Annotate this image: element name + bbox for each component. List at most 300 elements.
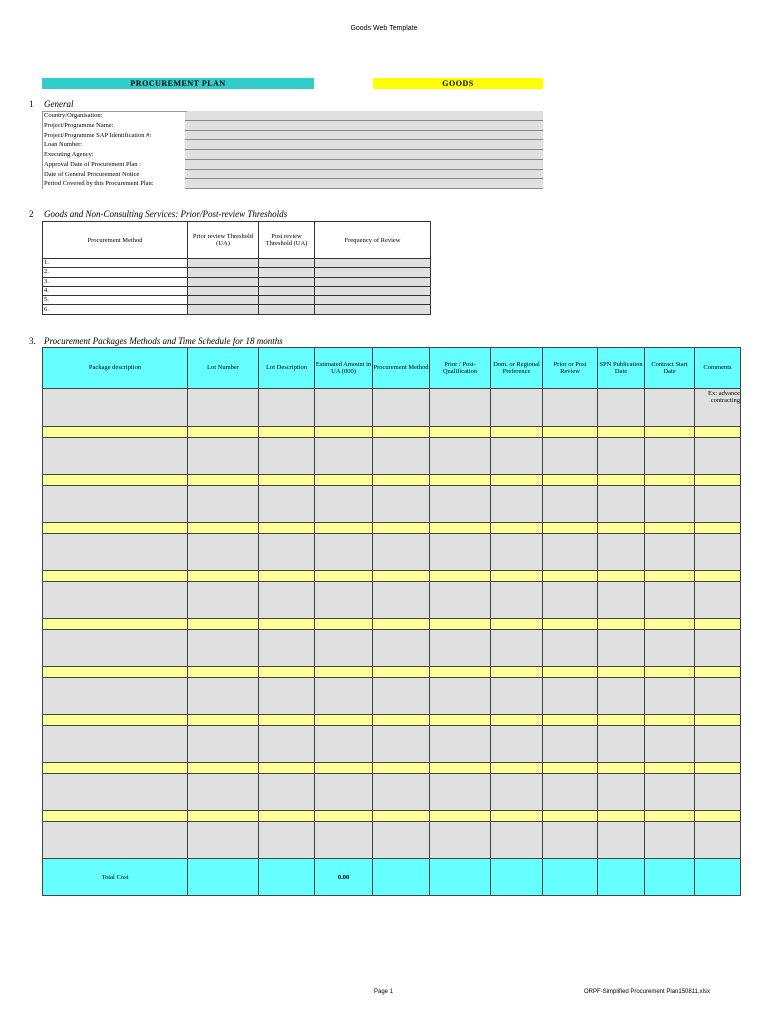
package-cell[interactable] bbox=[315, 678, 373, 715]
package-row bbox=[43, 438, 741, 475]
general-field-value[interactable] bbox=[185, 111, 543, 121]
package-cell[interactable] bbox=[373, 630, 430, 667]
package-cell[interactable] bbox=[645, 438, 695, 475]
separator-cell bbox=[598, 715, 645, 726]
package-cell[interactable] bbox=[43, 438, 188, 475]
separator-cell bbox=[373, 763, 430, 774]
threshold-header-post: Post review Threshold (UA) bbox=[259, 222, 315, 259]
separator-cell bbox=[315, 475, 373, 486]
general-field-row bbox=[42, 131, 543, 141]
package-cell[interactable] bbox=[259, 726, 315, 763]
package-cell[interactable] bbox=[43, 774, 188, 811]
package-cell[interactable] bbox=[188, 630, 259, 667]
footer-filename: ORPF-Simplified Procurement Plan150811.xlsx bbox=[584, 989, 710, 995]
separator-cell bbox=[259, 475, 315, 486]
package-cell[interactable] bbox=[598, 438, 645, 475]
threshold-cell[interactable] bbox=[188, 268, 259, 277]
separator-cell bbox=[259, 619, 315, 630]
separator-cell bbox=[543, 763, 598, 774]
procurement-plan-banner: PROCUREMENT PLAN bbox=[42, 78, 314, 89]
separator-cell bbox=[598, 475, 645, 486]
package-cell[interactable] bbox=[43, 726, 188, 763]
threshold-row-number: 4. bbox=[43, 286, 188, 295]
package-cell[interactable] bbox=[43, 678, 188, 715]
threshold-cell[interactable] bbox=[315, 268, 431, 277]
separator-cell bbox=[373, 523, 430, 534]
package-cell[interactable] bbox=[491, 486, 543, 523]
separator-cell bbox=[315, 523, 373, 534]
separator-cell bbox=[695, 523, 741, 534]
separator-cell bbox=[315, 619, 373, 630]
comment-example[interactable]: Ex: advance contracting bbox=[695, 389, 741, 427]
package-cell[interactable] bbox=[695, 774, 741, 811]
package-cell[interactable] bbox=[315, 726, 373, 763]
package-header: Prior / Post-Qualification bbox=[430, 348, 491, 389]
separator-cell bbox=[43, 667, 188, 678]
package-cell[interactable] bbox=[430, 678, 491, 715]
separator-cell bbox=[645, 667, 695, 678]
package-cell[interactable] bbox=[188, 389, 259, 427]
package-cell[interactable] bbox=[373, 678, 430, 715]
separator-cell bbox=[645, 523, 695, 534]
general-field-row bbox=[42, 170, 543, 180]
package-cell[interactable] bbox=[645, 582, 695, 619]
separator-cell bbox=[645, 811, 695, 822]
total-cell bbox=[259, 859, 315, 896]
separator-cell bbox=[430, 571, 491, 582]
separator-cell bbox=[543, 475, 598, 486]
separator-cell bbox=[491, 811, 543, 822]
package-cell[interactable] bbox=[430, 630, 491, 667]
page-number: Page 1 bbox=[374, 989, 394, 995]
general-field-row bbox=[42, 111, 543, 121]
separator-cell bbox=[259, 763, 315, 774]
package-cell[interactable] bbox=[373, 726, 430, 763]
threshold-row bbox=[43, 259, 431, 268]
separator-cell bbox=[259, 523, 315, 534]
package-header: Prior or Post Review bbox=[543, 348, 598, 389]
package-cell[interactable] bbox=[491, 389, 543, 427]
package-cell[interactable] bbox=[543, 774, 598, 811]
threshold-row-number: 6. bbox=[43, 305, 188, 314]
package-header: Contract Start Date bbox=[645, 348, 695, 389]
package-cell[interactable] bbox=[645, 678, 695, 715]
package-cell[interactable] bbox=[188, 438, 259, 475]
separator-cell bbox=[188, 763, 259, 774]
separator-cell bbox=[598, 427, 645, 438]
separator-cell bbox=[430, 523, 491, 534]
procurement-packages-table bbox=[42, 347, 741, 896]
package-cell[interactable] bbox=[43, 822, 188, 859]
general-field-label: Approval Date of Procurement Plan : bbox=[42, 160, 185, 170]
package-cell[interactable] bbox=[491, 438, 543, 475]
package-cell[interactable] bbox=[43, 582, 188, 619]
threshold-row-number: 1. bbox=[43, 259, 188, 268]
goods-banner: GOODS bbox=[373, 78, 543, 89]
package-cell[interactable] bbox=[645, 534, 695, 571]
package-cell[interactable] bbox=[491, 774, 543, 811]
package-cell[interactable] bbox=[491, 726, 543, 763]
package-row bbox=[43, 582, 741, 619]
threshold-cell[interactable] bbox=[259, 305, 315, 314]
package-cell[interactable] bbox=[259, 678, 315, 715]
separator-cell bbox=[598, 763, 645, 774]
separator-cell bbox=[645, 715, 695, 726]
package-row bbox=[43, 678, 741, 715]
general-field-value[interactable] bbox=[185, 131, 543, 141]
threshold-cell[interactable] bbox=[259, 286, 315, 295]
package-cell[interactable] bbox=[543, 678, 598, 715]
threshold-cell[interactable] bbox=[315, 259, 431, 268]
separator-cell bbox=[695, 667, 741, 678]
separator-cell bbox=[598, 571, 645, 582]
general-field-row bbox=[42, 140, 543, 150]
separator-cell bbox=[373, 427, 430, 438]
package-cell[interactable] bbox=[43, 486, 188, 523]
separator-cell bbox=[695, 571, 741, 582]
section2-heading bbox=[29, 209, 287, 219]
package-cell[interactable] bbox=[695, 438, 741, 475]
package-cell[interactable] bbox=[543, 534, 598, 571]
separator-cell bbox=[188, 715, 259, 726]
separator-cell bbox=[543, 523, 598, 534]
package-cell[interactable] bbox=[491, 822, 543, 859]
separator-cell bbox=[373, 475, 430, 486]
package-cell[interactable] bbox=[430, 822, 491, 859]
threshold-cell[interactable] bbox=[188, 305, 259, 314]
package-cell[interactable] bbox=[259, 822, 315, 859]
thresholds-table bbox=[42, 221, 431, 315]
package-cell[interactable] bbox=[543, 389, 598, 427]
section3-heading bbox=[29, 336, 283, 346]
section1-title: General bbox=[44, 99, 74, 109]
threshold-cell[interactable] bbox=[188, 286, 259, 295]
threshold-header-prior: Prior review Threshold (UA) bbox=[188, 222, 259, 259]
package-cell[interactable] bbox=[43, 630, 188, 667]
separator-cell bbox=[373, 715, 430, 726]
package-cell[interactable] bbox=[598, 630, 645, 667]
package-cell[interactable] bbox=[543, 822, 598, 859]
package-cell[interactable] bbox=[430, 438, 491, 475]
separator-cell bbox=[491, 619, 543, 630]
package-cell[interactable] bbox=[598, 389, 645, 427]
separator-cell bbox=[645, 619, 695, 630]
package-cell[interactable] bbox=[695, 822, 741, 859]
threshold-cell[interactable] bbox=[315, 286, 431, 295]
separator-cell bbox=[543, 667, 598, 678]
package-cell[interactable] bbox=[43, 389, 188, 427]
package-cell[interactable] bbox=[645, 389, 695, 427]
package-cell[interactable] bbox=[491, 582, 543, 619]
package-cell[interactable] bbox=[315, 486, 373, 523]
separator-cell bbox=[645, 427, 695, 438]
document-title: Goods Web Template bbox=[350, 25, 418, 32]
package-cell[interactable] bbox=[491, 534, 543, 571]
threshold-row bbox=[43, 277, 431, 286]
separator-cell bbox=[491, 475, 543, 486]
general-field-value[interactable] bbox=[185, 150, 543, 160]
package-cell[interactable] bbox=[430, 389, 491, 427]
package-cell[interactable] bbox=[598, 678, 645, 715]
separator-cell bbox=[543, 715, 598, 726]
package-cell[interactable] bbox=[430, 774, 491, 811]
package-separator-row bbox=[43, 475, 741, 486]
separator-cell bbox=[491, 763, 543, 774]
separator-cell bbox=[543, 619, 598, 630]
package-row bbox=[43, 389, 741, 427]
package-cell[interactable] bbox=[43, 534, 188, 571]
threshold-header-method: Procurement Method bbox=[43, 222, 188, 259]
general-field-label: Date of General Procurement Notice bbox=[42, 170, 185, 180]
package-cell[interactable] bbox=[315, 534, 373, 571]
package-cell[interactable] bbox=[695, 534, 741, 571]
separator-cell bbox=[373, 811, 430, 822]
separator-cell bbox=[695, 427, 741, 438]
separator-cell bbox=[645, 571, 695, 582]
package-row bbox=[43, 726, 741, 763]
threshold-cell[interactable] bbox=[259, 268, 315, 277]
separator-cell bbox=[259, 715, 315, 726]
package-header: Dom. or Regional Preference bbox=[491, 348, 543, 389]
separator-cell bbox=[188, 811, 259, 822]
general-field-row bbox=[42, 160, 543, 170]
separator-cell bbox=[43, 523, 188, 534]
separator-cell bbox=[373, 667, 430, 678]
package-cell[interactable] bbox=[373, 774, 430, 811]
package-cell[interactable] bbox=[373, 486, 430, 523]
separator-cell bbox=[373, 571, 430, 582]
package-cell[interactable] bbox=[645, 486, 695, 523]
separator-cell bbox=[695, 811, 741, 822]
package-cell[interactable] bbox=[188, 774, 259, 811]
package-cell[interactable] bbox=[543, 726, 598, 763]
total-label: Total Cost bbox=[43, 859, 188, 896]
package-cell[interactable] bbox=[373, 582, 430, 619]
separator-cell bbox=[695, 619, 741, 630]
general-field-value[interactable] bbox=[185, 140, 543, 150]
separator-cell bbox=[43, 427, 188, 438]
separator-cell bbox=[491, 571, 543, 582]
separator-cell bbox=[430, 619, 491, 630]
package-cell[interactable] bbox=[315, 389, 373, 427]
total-cell bbox=[373, 859, 430, 896]
separator-cell bbox=[315, 427, 373, 438]
threshold-row-number: 3. bbox=[43, 277, 188, 286]
package-header: Lot Number bbox=[188, 348, 259, 389]
package-header: Procurement Method bbox=[373, 348, 430, 389]
package-separator-row bbox=[43, 715, 741, 726]
separator-cell bbox=[188, 571, 259, 582]
package-row bbox=[43, 774, 741, 811]
package-cell[interactable] bbox=[645, 774, 695, 811]
separator-cell bbox=[695, 763, 741, 774]
package-cell[interactable] bbox=[315, 774, 373, 811]
package-cell[interactable] bbox=[543, 486, 598, 523]
general-field-value[interactable] bbox=[185, 170, 543, 180]
threshold-cell[interactable] bbox=[315, 296, 431, 305]
separator-cell bbox=[315, 667, 373, 678]
package-cell[interactable] bbox=[645, 726, 695, 763]
package-cell[interactable] bbox=[695, 486, 741, 523]
package-separator-row bbox=[43, 763, 741, 774]
package-cell[interactable] bbox=[645, 822, 695, 859]
package-cell[interactable] bbox=[315, 822, 373, 859]
threshold-cell[interactable] bbox=[188, 296, 259, 305]
package-cell[interactable] bbox=[598, 726, 645, 763]
package-cell[interactable] bbox=[188, 486, 259, 523]
separator-cell bbox=[259, 427, 315, 438]
section2-title: Goods and Non-Consulting Services: Prior/Post-review Thresholds bbox=[44, 209, 288, 219]
separator-cell bbox=[598, 811, 645, 822]
package-cell[interactable] bbox=[430, 534, 491, 571]
package-row bbox=[43, 534, 741, 571]
package-cell[interactable] bbox=[315, 630, 373, 667]
separator-cell bbox=[188, 427, 259, 438]
threshold-cell[interactable] bbox=[315, 305, 431, 314]
separator-cell bbox=[491, 667, 543, 678]
separator-cell bbox=[188, 523, 259, 534]
general-field-value[interactable] bbox=[185, 160, 543, 170]
general-field-label: Project/Programme SAP Identification #: bbox=[42, 131, 185, 141]
package-cell[interactable] bbox=[491, 678, 543, 715]
total-row bbox=[43, 859, 741, 896]
package-cell[interactable] bbox=[259, 582, 315, 619]
package-separator-row bbox=[43, 619, 741, 630]
separator-cell bbox=[43, 763, 188, 774]
package-cell[interactable] bbox=[695, 726, 741, 763]
general-field-label: Country/Organisation: bbox=[42, 111, 185, 121]
separator-cell bbox=[598, 619, 645, 630]
package-cell[interactable] bbox=[695, 582, 741, 619]
package-cell[interactable] bbox=[645, 630, 695, 667]
threshold-row bbox=[43, 268, 431, 277]
package-cell[interactable] bbox=[315, 438, 373, 475]
separator-cell bbox=[491, 715, 543, 726]
package-cell[interactable] bbox=[598, 534, 645, 571]
package-cell[interactable] bbox=[373, 438, 430, 475]
separator-cell bbox=[430, 715, 491, 726]
package-separator-row bbox=[43, 523, 741, 534]
package-separator-row bbox=[43, 811, 741, 822]
package-separator-row bbox=[43, 667, 741, 678]
package-cell[interactable] bbox=[259, 774, 315, 811]
separator-cell bbox=[315, 811, 373, 822]
package-separator-row bbox=[43, 427, 741, 438]
package-cell[interactable] bbox=[543, 630, 598, 667]
section3-number: 3. bbox=[29, 336, 36, 346]
threshold-cell[interactable] bbox=[259, 277, 315, 286]
total-cell bbox=[430, 859, 491, 896]
separator-cell bbox=[598, 667, 645, 678]
package-cell[interactable] bbox=[188, 582, 259, 619]
package-cell[interactable] bbox=[543, 438, 598, 475]
threshold-row-number: 5. bbox=[43, 296, 188, 305]
threshold-cell[interactable] bbox=[188, 259, 259, 268]
general-field-value[interactable] bbox=[185, 121, 543, 131]
threshold-row-number: 2. bbox=[43, 268, 188, 277]
package-cell[interactable] bbox=[598, 774, 645, 811]
separator-cell bbox=[430, 763, 491, 774]
separator-cell bbox=[43, 475, 188, 486]
package-cell[interactable] bbox=[598, 822, 645, 859]
package-cell[interactable] bbox=[543, 582, 598, 619]
separator-cell bbox=[43, 811, 188, 822]
total-cell bbox=[543, 859, 598, 896]
threshold-row bbox=[43, 286, 431, 295]
total-cell bbox=[598, 859, 645, 896]
general-field-row bbox=[42, 179, 543, 189]
package-cell[interactable] bbox=[259, 389, 315, 427]
separator-cell bbox=[491, 427, 543, 438]
separator-cell bbox=[430, 667, 491, 678]
package-cell[interactable] bbox=[188, 822, 259, 859]
package-cell[interactable] bbox=[259, 630, 315, 667]
package-header: Estimated Amount in UA (000) bbox=[315, 348, 373, 389]
separator-cell bbox=[43, 571, 188, 582]
threshold-cell[interactable] bbox=[188, 277, 259, 286]
package-header: Lot Description bbox=[259, 348, 315, 389]
separator-cell bbox=[315, 763, 373, 774]
package-cell[interactable] bbox=[430, 726, 491, 763]
package-cell[interactable] bbox=[188, 726, 259, 763]
package-cell[interactable] bbox=[188, 534, 259, 571]
separator-cell bbox=[188, 667, 259, 678]
separator-cell bbox=[543, 811, 598, 822]
package-cell[interactable] bbox=[695, 630, 741, 667]
package-header: Comments bbox=[695, 348, 741, 389]
package-cell[interactable] bbox=[430, 486, 491, 523]
package-cell[interactable] bbox=[259, 534, 315, 571]
separator-cell bbox=[598, 523, 645, 534]
package-cell[interactable] bbox=[430, 582, 491, 619]
package-cell[interactable] bbox=[315, 582, 373, 619]
general-field-value[interactable] bbox=[185, 179, 543, 189]
separator-cell bbox=[188, 619, 259, 630]
total-cell bbox=[188, 859, 259, 896]
package-cell[interactable] bbox=[695, 678, 741, 715]
separator-cell bbox=[491, 523, 543, 534]
separator-cell bbox=[259, 571, 315, 582]
separator-cell bbox=[315, 571, 373, 582]
separator-cell bbox=[259, 811, 315, 822]
general-field-label: Period Covered by this Procurement Plan: bbox=[42, 179, 185, 189]
package-cell[interactable] bbox=[598, 486, 645, 523]
separator-cell bbox=[43, 715, 188, 726]
threshold-cell[interactable] bbox=[315, 277, 431, 286]
threshold-cell[interactable] bbox=[259, 259, 315, 268]
section1-heading bbox=[29, 99, 74, 109]
separator-cell bbox=[259, 667, 315, 678]
package-cell[interactable] bbox=[373, 534, 430, 571]
package-cell[interactable] bbox=[259, 486, 315, 523]
separator-cell bbox=[645, 475, 695, 486]
package-cell[interactable] bbox=[259, 438, 315, 475]
separator-cell bbox=[430, 427, 491, 438]
package-cell[interactable] bbox=[188, 678, 259, 715]
package-cell[interactable] bbox=[598, 582, 645, 619]
general-field-row bbox=[42, 121, 543, 131]
section1-number: 1 bbox=[29, 99, 34, 109]
package-cell[interactable] bbox=[373, 389, 430, 427]
threshold-cell[interactable] bbox=[259, 296, 315, 305]
separator-cell bbox=[430, 811, 491, 822]
package-cell[interactable] bbox=[491, 630, 543, 667]
separator-cell bbox=[188, 475, 259, 486]
separator-cell bbox=[543, 571, 598, 582]
separator-cell bbox=[645, 763, 695, 774]
separator-cell bbox=[315, 715, 373, 726]
package-cell[interactable] bbox=[373, 822, 430, 859]
